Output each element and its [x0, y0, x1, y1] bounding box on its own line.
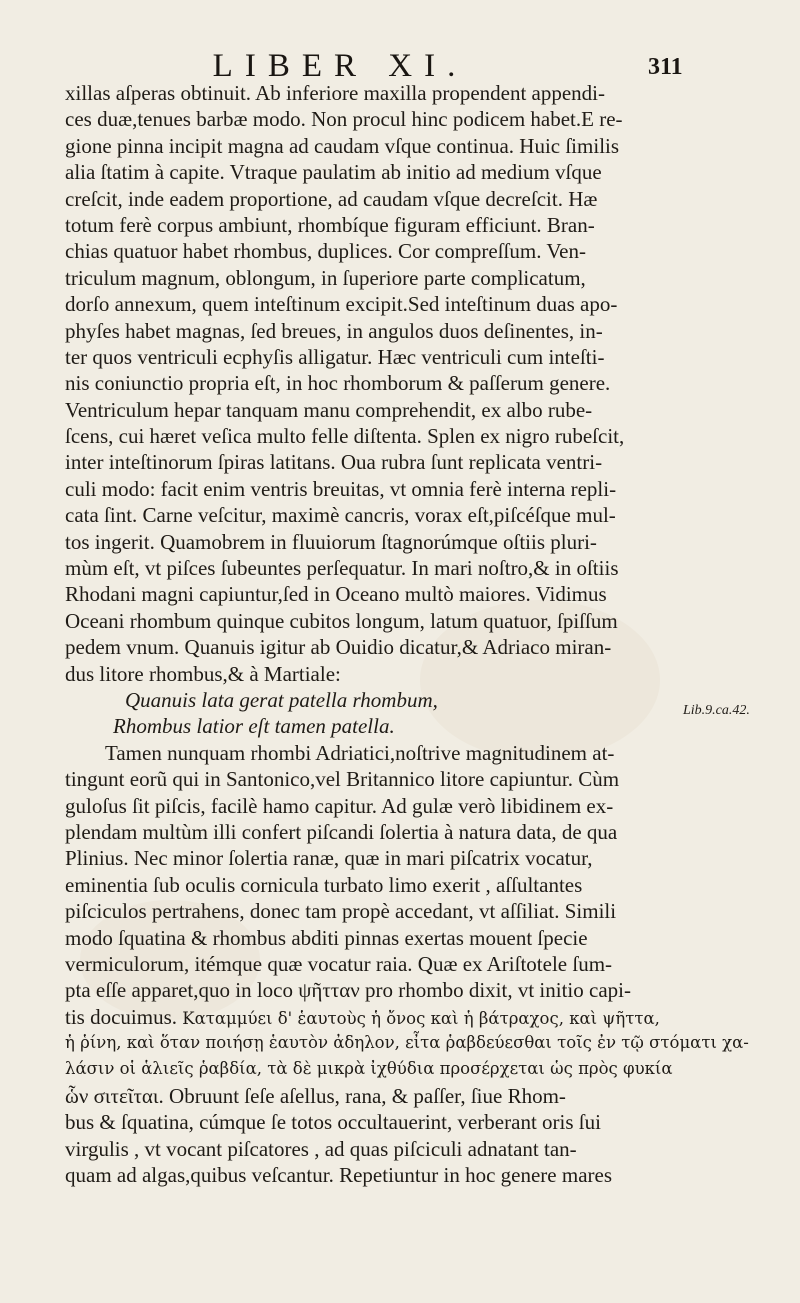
greek-fragment: Καταμμύει δ' ἑαυτοὺς ἡ ὄνος [182, 1008, 426, 1028]
text-line: eminentia ſub oculis cornicula turbato limo exerit , aſſultantes [65, 872, 583, 897]
text-fragment: tis docuimus. [65, 1004, 178, 1029]
running-head: LIBER XI. [212, 48, 468, 84]
text-line: tingunt eorũ qui in Santonico,vel Britannico litore capiuntur. Cùm [65, 767, 620, 792]
text-line: Tamen nunquam rhombi Adriatici,noſtrive magnitudinem at- [105, 740, 615, 765]
text-line: xillas aſperas obtinuit. Ab inferiore maxilla propendent appendi- [65, 81, 606, 105]
text-line: guloſus ſit piſcis, facilè hamo capitur. Ad gulæ verò libidinem ex- [65, 793, 614, 818]
text-line: gione pinna incipit magna ad caudam vſque continua. Huic ſimilis [65, 133, 620, 158]
text-line: dorſo annexum, quem inteſtinum excipit.Sed inteſtinum duas apo- [65, 292, 618, 317]
text-line: pta eſſe apparet,quo in loco ψῆτταν pro rhombo dixit, vt initio capi- [65, 978, 631, 1003]
text-line: nis coniunctio propria eſt, in hoc rhomborum & paſſerum genere. [65, 371, 611, 396]
text-line: triculum magnum, oblongum, in ſuperiore parte complicatum, [65, 265, 586, 290]
text-line: totum ferè corpus ambiunt, rhombíque figuram efficiunt. Bran- [65, 212, 595, 237]
text-line: vermiculorum, itémque quæ vocatur raia. Quæ ex Ariſtotele ſum- [65, 951, 613, 976]
text-line: quam ad algas,quibus veſcantur. Repetiuntur in hoc genere mares [65, 1163, 612, 1188]
text-line: tos ingerit. Quamobrem in fluuiorum ſtagnorúmque oſtiis pluri- [65, 529, 597, 554]
text-line [65, 1004, 665, 1030]
text-line: phyſes habet magnas, ſed breues, in angulos duos deſinentes, in- [65, 318, 603, 343]
margin-reference: Lib.9.ca.42. [683, 703, 750, 718]
text-line: ter quos ventriculi ecphyſis alligatur. Hæc ventriculi cum inteſti- [65, 344, 605, 369]
text-line: Ventriculum hepar tanquam manu comprehendit, ex albo rube- [65, 397, 593, 422]
text-line: Plinius. Nec minor ſolertia ranæ, quæ in mari piſcatrix vocatur, [65, 846, 593, 871]
text-line: ſcens, cui hæret veſica multo felle diſtenta. Splen ex nigro rubeſcit, [65, 424, 625, 449]
greek-fragment: καὶ ἡ βάτραχος, καὶ ψῆττα, [430, 1008, 660, 1028]
greek-line: ἡ ῥίνη, καὶ ὅταν ποιήσῃ ἑαυτὸν ἀδηλον, εἶτα ῥαβδεύεσθαι τοῖς ἐν τῷ στόματι χα- [65, 1033, 749, 1053]
text-line: cata ſint. Carne veſcitur, maximè cancris, vorax eſt,piſcéſque mul- [65, 503, 616, 528]
text-line: chias quatuor habet rhombus, duplices. Cor compreſſum. Ven- [65, 239, 587, 264]
text-line: inter inteſtinorum ſpiras latitans. Oua rubra ſunt replicata ventri- [65, 450, 603, 475]
text-line: virgulis , vt vocant piſcatores , ad quas piſciculi adnatant tan- [65, 1136, 577, 1161]
greek-line: λάσιν οἱ ἁλιεῖς ῥαβδία, τὰ δὲ μικρὰ ἰχθύδια προσέρχεται ὡς πρὸς φυκία [65, 1059, 673, 1079]
text-line: bus & ſquatina, cúmque ſe totos occultauerint, verberant oris ſui [65, 1110, 601, 1135]
text-line: ὧν σιτεῖται. Obruunt ſeſe aſellus, rana, & paſſer, ſiue Rhom- [65, 1083, 566, 1108]
text-line: Oceani rhombum quinque cubitos longum, latum quatuor, ſpiſſum [65, 608, 618, 633]
text-line: mùm eſt, vt piſces ſubeuntes perſequatur. In mari noſtro,& in oſtiis [65, 556, 619, 581]
page-number: 311 [648, 54, 683, 80]
text-line: plendam multùm illi confert piſcandi ſolertia à natura data, de qua [65, 819, 618, 844]
text-line: modo ſquatina & rhombus abditi pinnas exertas mouent ſpecie [65, 925, 588, 950]
text-line: alia ſtatim à capite. Vtraque paulatim ab initio ad medium vſque [65, 160, 602, 185]
verse-line: Quanuis lata gerat patella rhombum, [125, 687, 438, 712]
text-line: dus litore rhombus,& à Martiale: [65, 661, 341, 686]
text-line: piſciculos pertrahens, donec tam propè accedant, vt aſſiliat. Simili [65, 899, 617, 924]
text-line: creſcit, inde eadem proportione, ad caudam vſque decreſcit. Hæ [65, 186, 598, 211]
text-line: ces duæ,tenues barbæ modo. Non procul hinc podicem habet.E re- [65, 107, 623, 132]
text-line: Rhodani magni capiuntur,ſed in Oceano multò maiores. Vidimus [65, 582, 607, 607]
text-line: pedem vnum. Quanuis igitur ab Ouidio dicatur,& Adriaco miran- [65, 635, 612, 660]
verse-line: Rhombus latior eſt tamen patella. [113, 714, 395, 739]
text-line: culi modo: facit enim ventris breuitas, vt omnia ferè interna repli- [65, 476, 617, 501]
